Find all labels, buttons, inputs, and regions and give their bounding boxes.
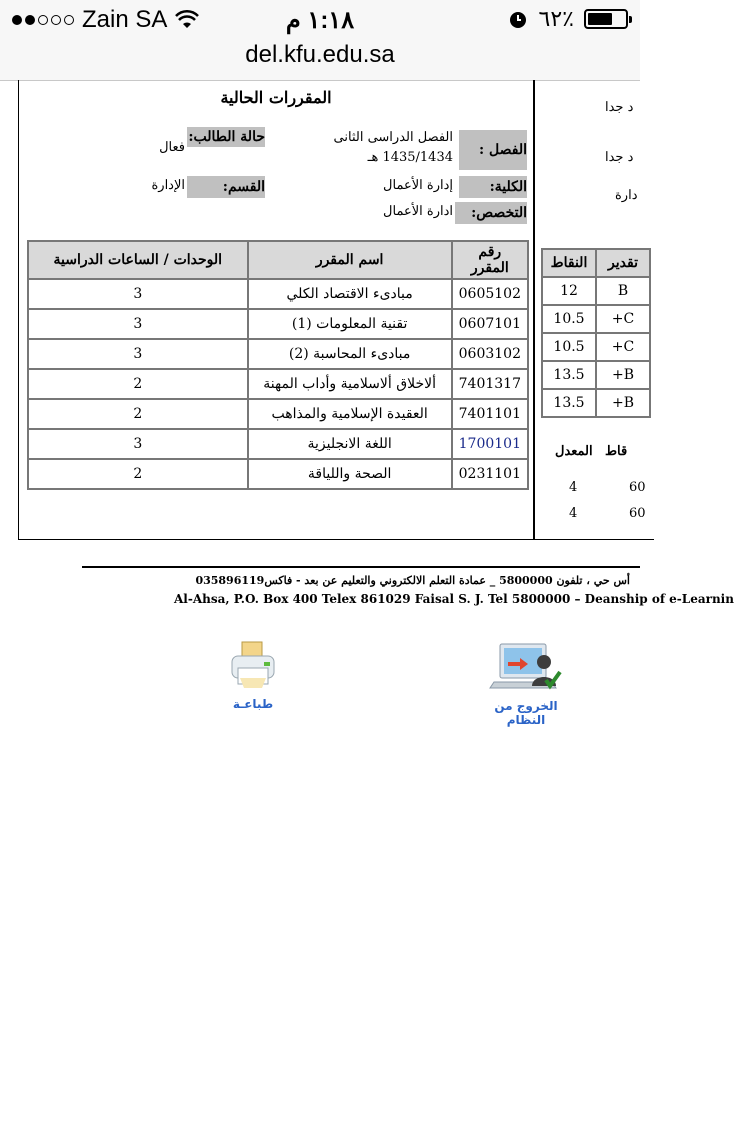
- points: 13.5: [542, 389, 596, 417]
- logout-label: الخروج من النظام: [494, 699, 558, 727]
- course-code: 7401317: [452, 369, 528, 399]
- department-label: القسم:: [187, 176, 265, 198]
- course-code: 0605102: [452, 279, 528, 309]
- student-status-label: حالة الطالب:: [188, 129, 265, 145]
- carrier-name: Zain SA: [82, 6, 168, 33]
- table-row: [28, 429, 528, 459]
- status-bar: [0, 0, 640, 40]
- panel-title: المقررات الحالية: [220, 88, 332, 107]
- table-row: [28, 399, 528, 429]
- points: 10.5: [542, 333, 596, 361]
- course-code-link[interactable]: [452, 429, 528, 459]
- points: 12: [542, 277, 596, 305]
- status-right-group: [507, 6, 628, 32]
- gpa-value: 4: [569, 506, 578, 521]
- table-row: [542, 277, 650, 305]
- department-value: الإدارة: [151, 178, 185, 193]
- col-points: النقاط: [542, 249, 596, 277]
- course-units: 2: [28, 399, 248, 429]
- courses-table: [27, 240, 529, 490]
- cut-text-2: د جدا: [605, 150, 634, 165]
- logout-button[interactable]: [474, 640, 578, 727]
- grade: B+: [596, 389, 650, 417]
- course-units: 3: [28, 429, 248, 459]
- footer-english: Al-Ahsa, P.O. Box 400 Telex 861029 Faisal S. J. Tel 5800000 – Deanship of e-Learnin: [174, 592, 734, 606]
- table-row: [28, 339, 528, 369]
- table-row: [28, 369, 528, 399]
- grade: C+: [596, 305, 650, 333]
- course-units: 3: [28, 279, 248, 309]
- footer-divider: [82, 566, 640, 568]
- table-row: [542, 389, 650, 417]
- col-course-code: رقم المقرر: [452, 241, 528, 279]
- table-row: [28, 309, 528, 339]
- current-courses-panel: [18, 80, 534, 540]
- table-row: [28, 459, 528, 489]
- student-status-value: فعال: [159, 140, 185, 155]
- gpa-value: 4: [569, 480, 578, 495]
- course-code: 0231101: [452, 459, 528, 489]
- points-label: قاط: [605, 444, 628, 459]
- url-text: del.kfu.edu.sa: [245, 41, 395, 68]
- grades-header-row: [542, 249, 650, 277]
- battery-percent: ٦٢٪: [538, 6, 574, 31]
- semester-label: الفصل :: [459, 130, 527, 170]
- course-name: ألاخلاق ألاسلامية وأداب المهنة: [248, 369, 452, 399]
- table-row: [542, 305, 650, 333]
- grades-table: [541, 248, 651, 418]
- course-name: الصحة واللياقة: [248, 459, 452, 489]
- course-units: 2: [28, 459, 248, 489]
- previous-results-panel: [534, 80, 654, 540]
- major-label: التخصص:: [455, 202, 527, 224]
- table-row: [28, 279, 528, 309]
- course-units: 3: [28, 339, 248, 369]
- col-units: الوحدات / الساعات الدراسية: [28, 241, 248, 279]
- course-name: اللغة الانجليزية: [248, 429, 452, 459]
- battery-icon: [584, 9, 628, 29]
- points-value: 60: [629, 480, 646, 495]
- major-value: ادارة الأعمال: [383, 204, 453, 219]
- table-row: [542, 361, 650, 389]
- grade: C+: [596, 333, 650, 361]
- alarm-clock-icon: [507, 8, 529, 30]
- printer-icon: [226, 638, 280, 694]
- course-units: 2: [28, 369, 248, 399]
- course-code: 7401101: [452, 399, 528, 429]
- semester-value: الفصل الدراسى الثانى 1435/1434 هـ: [333, 130, 453, 165]
- cut-text-3: دارة: [615, 188, 638, 203]
- logout-icon: [486, 640, 566, 696]
- address-bar[interactable]: [0, 40, 640, 81]
- points-value: 60: [629, 506, 646, 521]
- cut-text-1: د جدا: [605, 100, 634, 115]
- col-grade: تقدير: [596, 249, 650, 277]
- table-row: [542, 333, 650, 361]
- college-value: إدارة الأعمال: [383, 178, 453, 193]
- course-name: مبادىء المحاسبة (2): [248, 339, 452, 369]
- course-name: تقنية المعلومات (1): [248, 309, 452, 339]
- course-units: 3: [28, 309, 248, 339]
- clock: ١:١٨ م: [285, 7, 355, 34]
- print-button[interactable]: [218, 638, 288, 711]
- points: 10.5: [542, 305, 596, 333]
- courses-header-row: [28, 241, 528, 279]
- grade: B+: [596, 361, 650, 389]
- course-code: 0603102: [452, 339, 528, 369]
- footer-arabic: أس حي ، تلفون 5800000 _ عمادة التعلم الالكتروني والتعليم عن بعد - فاكس035896119: [195, 574, 630, 587]
- college-label: الكلية:: [459, 176, 527, 198]
- course-code: 0607101: [452, 309, 528, 339]
- points: 13.5: [542, 361, 596, 389]
- col-course-name: اسم المقرر: [248, 241, 452, 279]
- course-name: مبادىء الاقتصاد الكلي: [248, 279, 452, 309]
- gpa-label: المعدل: [555, 444, 593, 459]
- course-name: العقيدة الإسلامية والمذاهب: [248, 399, 452, 429]
- grade: B: [596, 277, 650, 305]
- print-label: طباعـة: [232, 697, 274, 711]
- course-code[interactable]: 1700101: [458, 436, 521, 452]
